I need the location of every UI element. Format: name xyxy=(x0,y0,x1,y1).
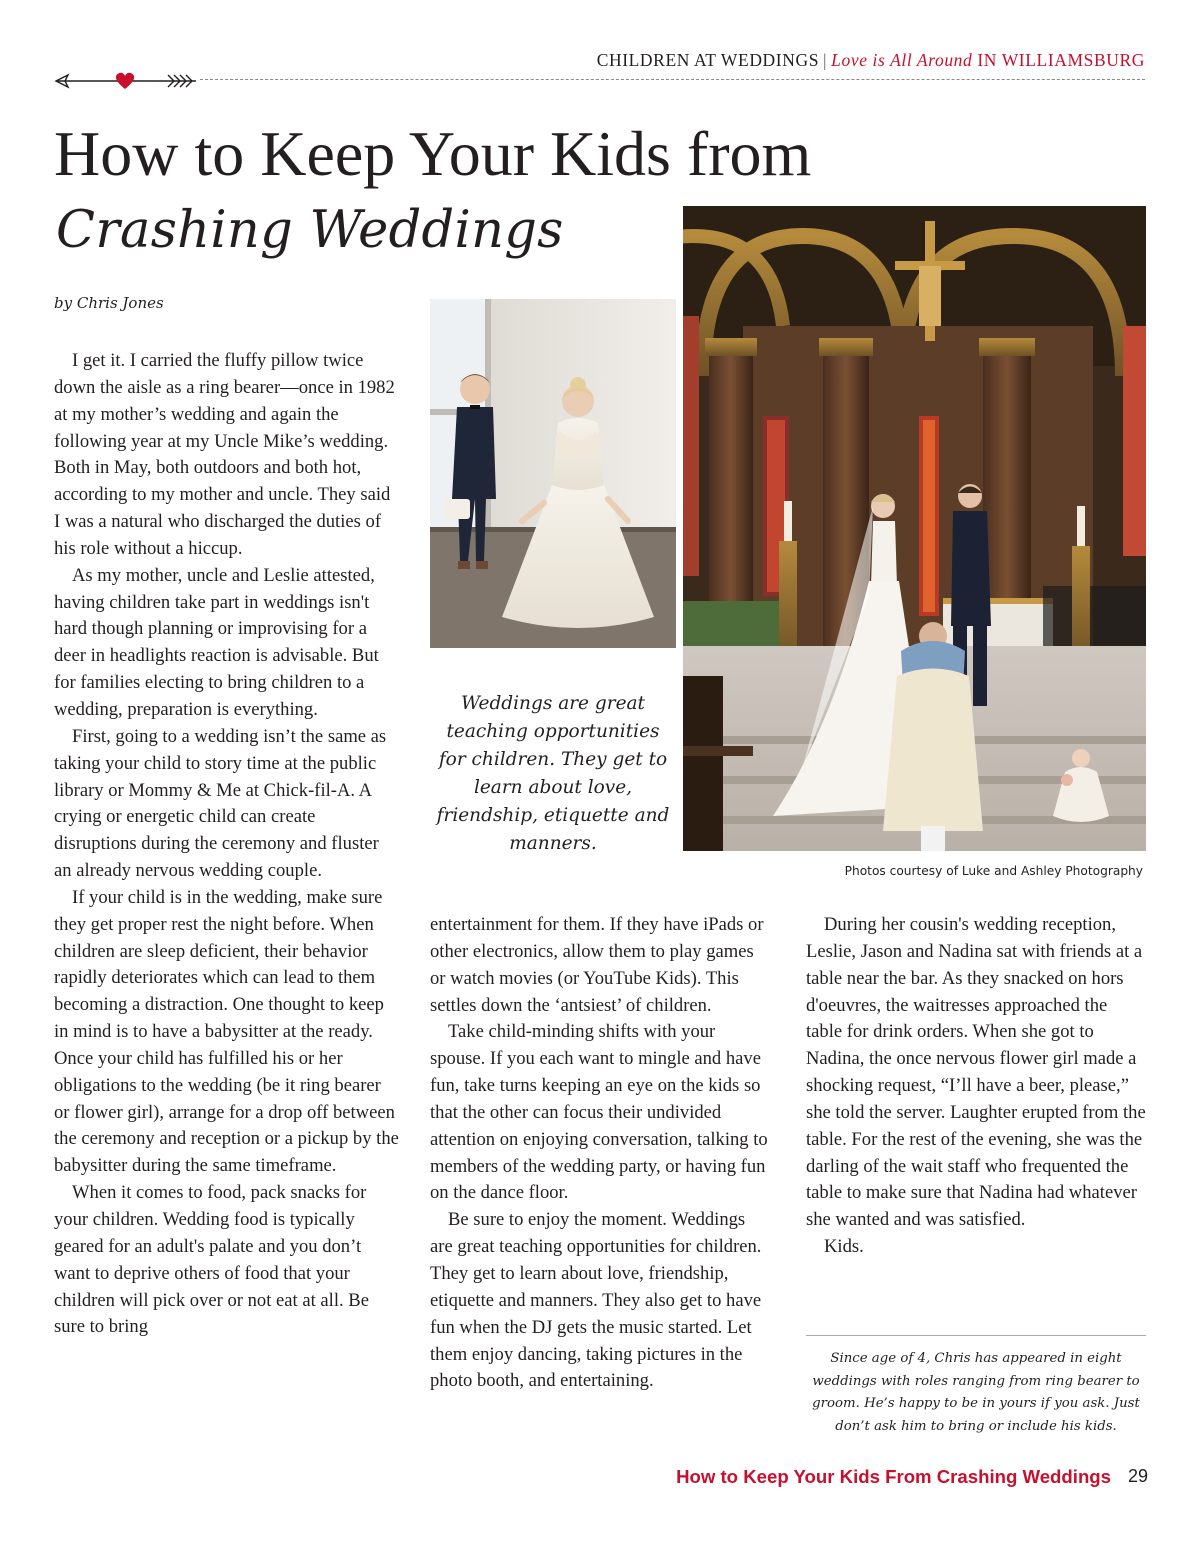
bio-divider xyxy=(806,1335,1146,1336)
children-photo-image xyxy=(430,299,676,648)
paragraph: Be sure to enjoy the moment. Weddings are great teaching opportunities for children. They get to learn about love, friendship, etiquette and manners. They also get to have fun when the DJ gets the music started. Let them enjoy dancing, taking pictures in the photo booth, and entertaining. xyxy=(430,1209,762,1392)
photo-credit: Photos courtesy of Luke and Ashley Photography xyxy=(844,864,1143,878)
paragraph: Kids. xyxy=(824,1236,864,1258)
header-separator: | xyxy=(823,50,828,70)
series-name xyxy=(831,50,1145,70)
arrow-heart-icon xyxy=(54,70,200,92)
running-head xyxy=(597,50,1145,71)
ceremony-photo-image xyxy=(683,206,1146,851)
paragraph: If your child is in the wedding, make sure they get proper rest the night before. When children are sleep deficient, their behavior rapidly deteriorates which can lead to them becoming a distraction. One thought to keep in mind is to have a babysitter at the ready. Once your child has fulfilled his or her obligations to the wedding (be it ring bearer or flower girl), arrange for a drop off between the ceremony and reception or a pickup by the babysitter during the same timeframe. xyxy=(54,886,399,1177)
byline: by Chris Jones xyxy=(54,294,164,312)
paragraph: First, going to a wedding isn’t the same as taking your child to story time at the public library or Mommy & Me at Chick-fil-A. A crying or energetic child can create disruptions during the ceremony and fluster an already nervous wedding couple. xyxy=(54,725,387,882)
article-column-2 xyxy=(430,912,770,1395)
article-title: How to Keep Your Kids from xyxy=(54,118,812,189)
article-column-1 xyxy=(54,348,399,1341)
series-name-rest: IN WILLIAMSBURG xyxy=(972,50,1145,70)
section-label: CHILDREN AT WEDDINGS xyxy=(596,50,820,70)
paragraph: I get it. I carried the fluffy pillow twice down the aisle as a ring bearer—once in 1982 at my mother’s wedding and again the following year at my Uncle Mike’s wedding. Both in May, both outdoors and both hot, according to my mother and uncle. They said I was a natural who discharged the duties of his role without a hiccup. xyxy=(54,350,395,559)
series-name-italic: Love is All Around xyxy=(831,50,973,70)
author-bio: Since age of 4, Chris has appeared in eight weddings with roles ranging from ring bearer to groom. He’s happy to be in yours if you ask. Just don’t ask him to bring or include his kids. xyxy=(812,1351,1140,1434)
article-column-3 xyxy=(806,912,1148,1261)
paragraph: Take child-minding shifts with your spouse. If you each want to mingle and have fun, take turns keeping an eye on the kids so that the other can focus their undivided attention on enjoying conversation, talking to members of the wedding party, or having fun on the dance floor. xyxy=(430,1021,768,1204)
footer-title: How to Keep Your Kids From Crashing Weddings xyxy=(676,1466,1111,1487)
header-dashed-rule xyxy=(200,79,1145,80)
paragraph: As my mother, uncle and Leslie attested, having children take part in weddings isn't hard though planning or improvising for a deer in headlights reaction is advisable. But for families electing to bring children to a wedding, preparation is everything. xyxy=(54,564,379,720)
article-title-italic: Crashing Weddings xyxy=(56,201,564,260)
paragraph: When it comes to food, pack snacks for your children. Wedding food is typically geared for an adult's palate and you don’t want to deprive others of food that your children will pick over or not eat at all. Be sure to bring xyxy=(54,1182,369,1338)
pull-quote: Weddings are great teaching opportunities for children. They get to learn about love, friendship, etiquette and manners. xyxy=(436,693,670,854)
photo-ring-bearer-flower-girl xyxy=(430,299,676,648)
paragraph: During her cousin's wedding reception, Leslie, Jason and Nadina sat with friends at a table near the bar. As they snacked on hors d'oeuvres, the waitresses approached the table for drink orders. When she got to Nadina, the once nervous flower girl made a shocking request, “I’ll have a beer, please,” she told the server. Laughter erupted from the table. For the rest of the evening, she was the darling of the wait staff who frequented the table to make sure that Nadina had whatever she wanted and was satisfied. xyxy=(806,914,1146,1231)
page-number: 29 xyxy=(1128,1466,1149,1486)
photo-church-ceremony xyxy=(683,206,1146,851)
paragraph: entertainment for them. If they have iPads or other electronics, allow them to play games or watch movies (or YouTube Kids). This settles down the ‘antsiest’ of children. xyxy=(430,914,764,1016)
